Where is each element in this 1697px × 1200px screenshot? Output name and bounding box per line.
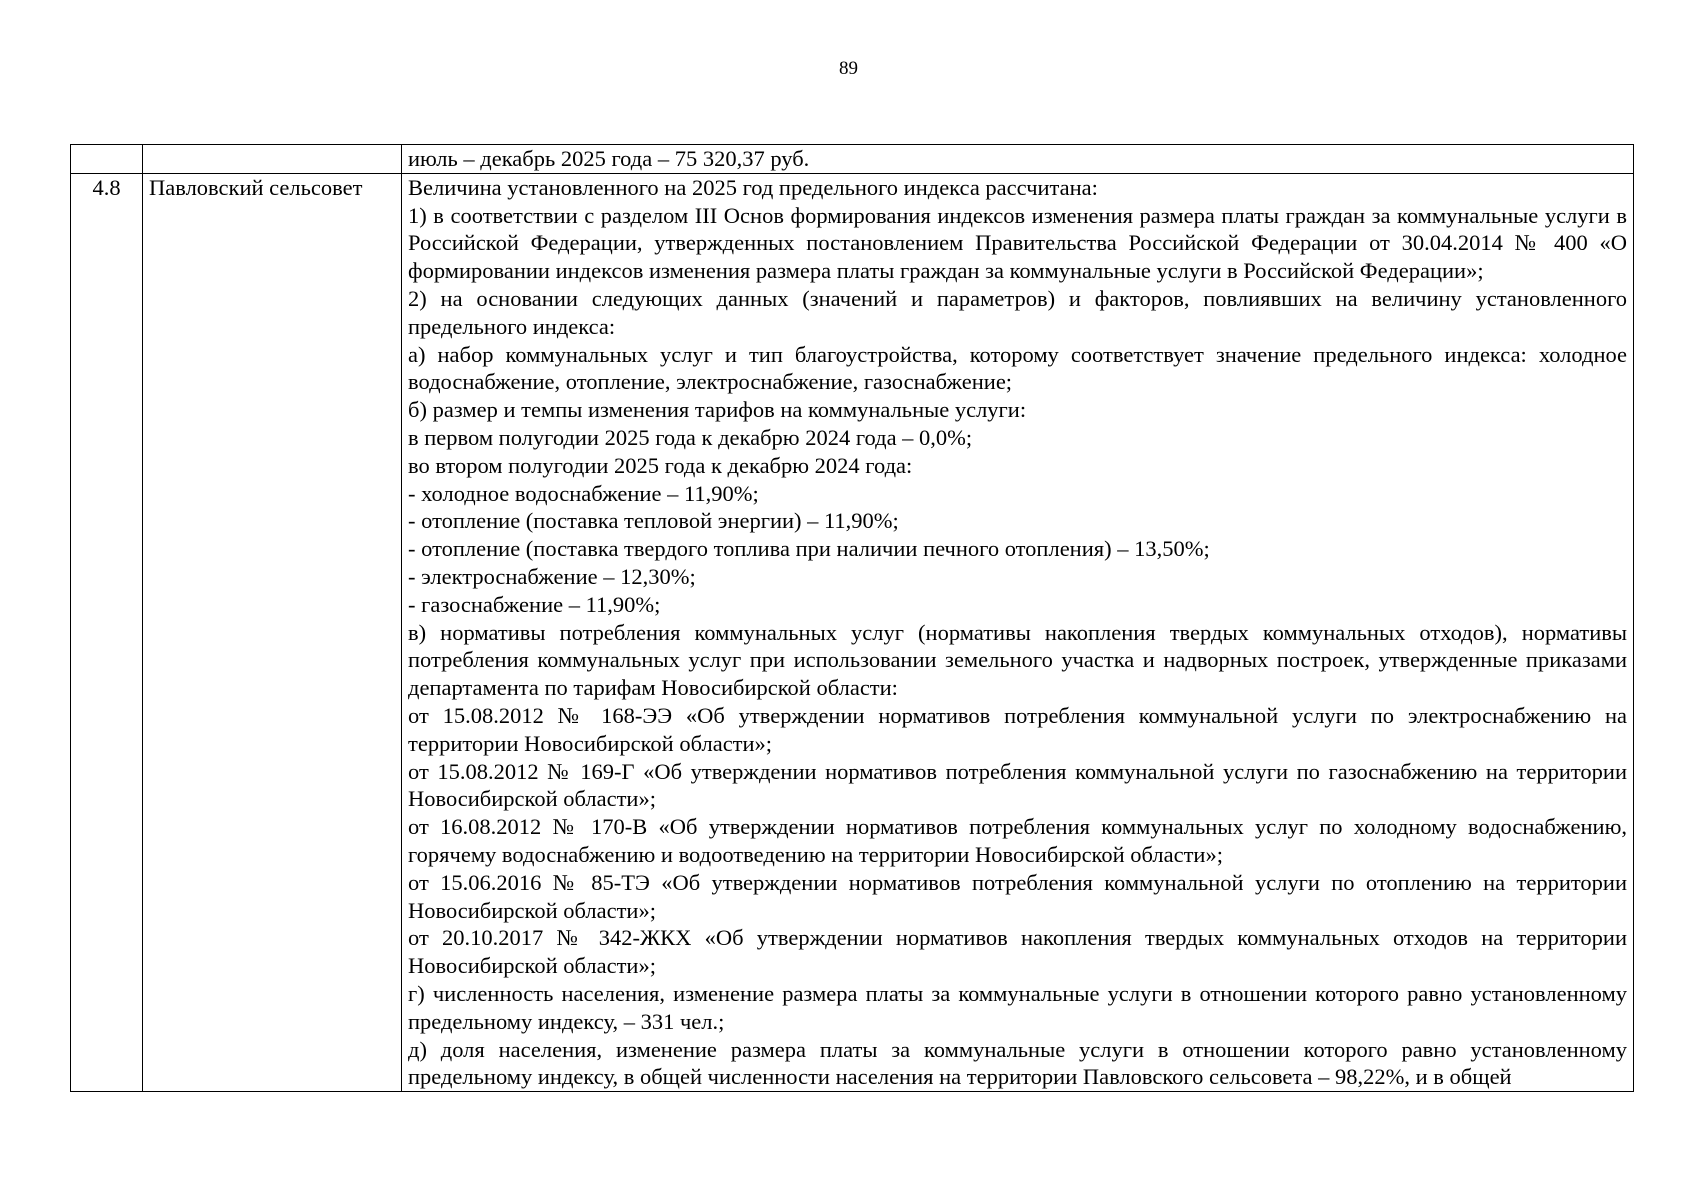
order-342-zhkh: от 20.10.2017 № 342-ЖКХ «Об утверждении нормативов накопления твердых коммунальных отходов на территории Новосибирской области»; [408, 925, 1627, 979]
municipality-name-cell: Павловский сельсовет [143, 173, 402, 1091]
order-168-ee: от 15.08.2012 № 168-ЭЭ «Об утверждении нормативов потребления коммунальной услуги по электроснабжению на территории Новосибирской области»; [408, 702, 1627, 756]
tariff-electricity: - электроснабжение – 12,30%; [408, 563, 696, 589]
table-row-continuation [71, 145, 1634, 174]
tariff-heating-thermal: - отопление (поставка тепловой энергии) – 11,90%; [408, 508, 899, 534]
paragraph-item-g: г) численность населения, изменение размера платы за коммунальные услуги в отношении которого равно установленному предельному индексу, – 331 чел.; [408, 980, 1627, 1034]
row-number-cell [71, 145, 143, 174]
order-170-v: от 16.08.2012 № 170-В «Об утверждении нормативов потребления коммунальных услуг по холодному водоснабжению, горячему водоснабжению и водоотведению на территории Новосибирской области»; [408, 814, 1627, 867]
paragraph-item-b: б) размер и темпы изменения тарифов на коммунальные услуги: [408, 397, 1027, 423]
table-row-pavlovsky [71, 173, 1634, 1091]
tariff-gas: - газоснабжение – 11,90%; [408, 591, 661, 617]
order-85-te: от 15.06.2016 № 85-ТЭ «Об утверждении нормативов потребления коммунальной услуги по отоплению на территории Новосибирской области»; [408, 869, 1627, 923]
row-content-cell: июль – декабрь 2025 года – 75 320,37 руб. [402, 145, 1634, 174]
row-content-cell [402, 173, 1634, 1091]
paragraph-item-d: д) доля населения, изменение размера платы за коммунальные услуги в отношении которого равно установленному предельному индексу, в общей численности населения на территории Павловского сельсовета – 98,22%, и в общей [408, 1036, 1627, 1090]
paragraph-first-half: в первом полугодии 2025 года к декабрю 2024 года – 0,0%; [408, 424, 973, 450]
tariff-cold-water: - холодное водоснабжение – 11,90%; [408, 480, 759, 506]
paragraph-item-2: 2) на основании следующих данных (значений и параметров) и факторов, повлиявших на величину установленного предельного индекса: [408, 285, 1627, 339]
order-169-g: от 15.08.2012 № 169-Г «Об утверждении нормативов потребления коммунальной услуги по газоснабжению на территории Новосибирской области»; [408, 758, 1627, 812]
tariff-heating-solid-fuel: - отопление (поставка твердого топлива при наличии печного отопления) – 13,50%; [408, 536, 1210, 562]
paragraph-item-a: а) набор коммунальных услуг и тип благоустройства, которому соответствует значение предельного индекса: холодное водоснабжение, отопление, электроснабжение, газоснабжение; [408, 341, 1627, 395]
document-table [70, 144, 1634, 1092]
paragraph-second-half: во втором полугодии 2025 года к декабрю 2024 года: [408, 452, 913, 478]
row-number-cell: 4.8 [71, 173, 143, 1091]
page-number: 89 [839, 58, 858, 79]
paragraph-item-v: в) нормативы потребления коммунальных услуг (нормативы накопления твердых коммунальных отходов), нормативы потребления коммунальных услуг при использовании земельного участка и надворных построек, утвержденные приказами департамента по тарифам Новосибирской области: [408, 619, 1627, 701]
paragraph-item-1: 1) в соответствии с разделом III Основ формирования индексов изменения размера платы граждан за коммунальные услуги в Российской Федерации, утвержденных постановлением Правительства Российской Федерации от 30.04.2014 № 400 «О формировании индексов изменения размера платы граждан за коммунальные услуги в Российской Федерации»; [408, 202, 1627, 284]
municipality-name-cell [143, 145, 402, 174]
paragraph-intro: Величина установленного на 2025 год предельного индекса рассчитана: [408, 174, 1098, 200]
